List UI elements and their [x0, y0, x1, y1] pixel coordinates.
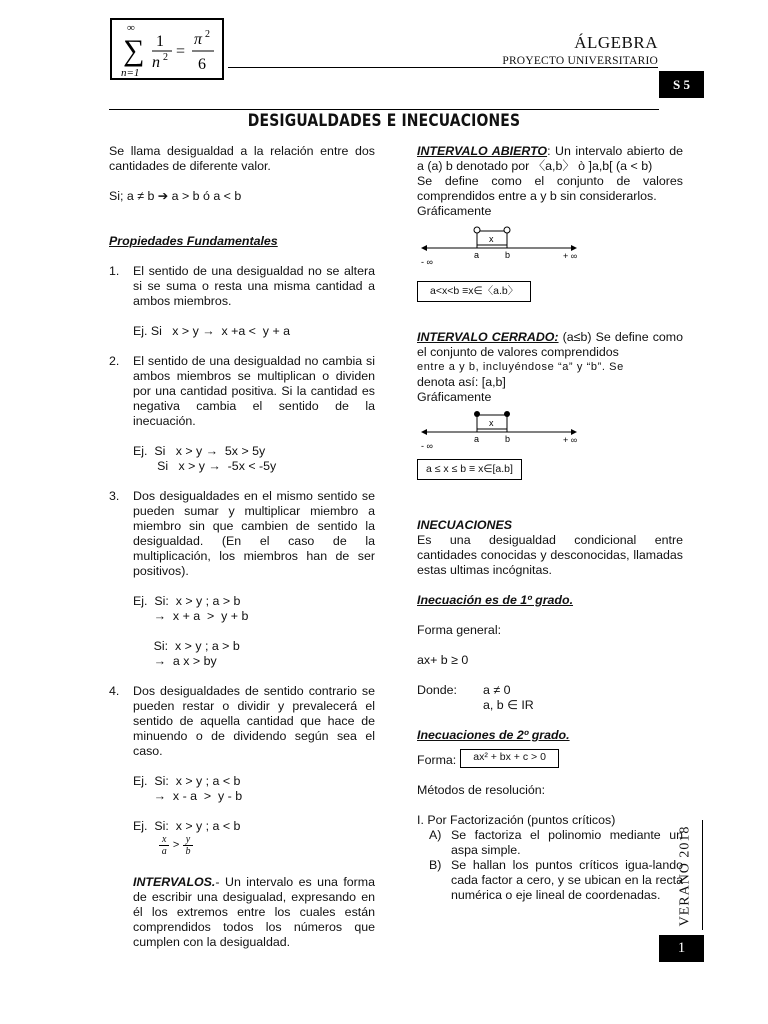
svg-text:n: n [152, 54, 160, 71]
sum-formula [112, 20, 222, 78]
method-step: A) Se factoriza el polinomio mediante un aspa simple. [429, 828, 683, 857]
svg-text:b: b [505, 250, 511, 260]
open-interval-result: a<x<b ≡x∈〈a.b〉 [417, 281, 531, 302]
svg-text:∞: ∞ [127, 22, 135, 34]
open-interval-paragraph: INTERVALO ABIERTO: Un intervalo abierto de a (a) b denotado por 〈a,b〉 ò ]a,b[ (a < b) [417, 144, 683, 173]
svg-text:a: a [474, 434, 480, 444]
fraction-example: $\frac{x}{a}$ > $\frac{y}{b}$ [109, 834, 375, 860]
donde-line: Donde: a ≠ 0 [417, 683, 511, 697]
second-degree-heading: Inecuaciones de 2º grado. [417, 728, 570, 742]
header-rule [228, 67, 658, 68]
property-item: 2. El sentido de una desigualdad no cambia si ambos miembros se multiplican o dividen por una cantidad positiva. Si la cantidad es negativa cambia el sentido de la inecuación. [109, 354, 375, 428]
example-line: → x - a > y - b [133, 789, 243, 803]
svg-text:=: = [176, 43, 186, 60]
subject-title: ÁLGEBRA [574, 33, 658, 52]
svg-text:2: 2 [205, 29, 210, 40]
property-item: 3. Dos desigualdades en el mismo sentido se pueden sumar y multiplicar miembro a miembro sin que cambien de sentido la desigualdad. (En el caso de la multiplicación, los miembros han de ser positivos). [109, 489, 375, 578]
si-line: Si; a ≠ b ➔ a > b ó a < b [109, 189, 242, 203]
props-heading: Propiedades Fundamentales [109, 234, 278, 248]
example-line: Ej. Si x > y → 5x > 5y [133, 444, 266, 458]
page-number: 1 [659, 935, 704, 962]
svg-text:a: a [474, 250, 480, 260]
example-line: Ej. Si: x > y ; a < b [133, 819, 241, 833]
property-item: 4. Dos desigualdades de sentido contrario se pueden restar o dividir y prevalecerá el sentido de aquella cantidad que hace de minuendo o de dividendo según sea el caso. [109, 684, 375, 758]
svg-text:2: 2 [163, 52, 168, 63]
example-line: Ej. Si: x > y ; a > b [133, 594, 241, 608]
formula-box [110, 18, 224, 80]
svg-text:- ∞: - ∞ [421, 257, 433, 267]
svg-text:π: π [194, 31, 203, 48]
svg-text:+ ∞: + ∞ [563, 435, 578, 445]
closed-interval-paragraph: INTERVALO CERRADO: (a≤b) Se define como el conjunto de valores comprendidos [417, 330, 683, 359]
first-degree-heading: Inecuación es de 1º grado. [417, 593, 574, 607]
svg-text:x: x [489, 418, 494, 428]
example-line: Si: x > y ; a > b [133, 639, 240, 653]
intervals-paragraph: INTERVALOS.- Un intervalo es una forma de escribir una desigualad, expresando en él los extremos entre los cuales están comprendidos todos los números que cumplen con la desigualdad. [133, 875, 375, 949]
svg-text:∑: ∑ [123, 34, 145, 67]
svg-text:b: b [505, 434, 511, 444]
project-title: PROYECTO UNIVERSITARIO [502, 55, 658, 67]
open-interval-diagram [417, 219, 683, 271]
forma-line: Forma: ax² + bx + c > 0 [417, 749, 683, 768]
right-column: INTERVALO ABIERTO: Un intervalo abierto de a (a) b denotado por 〈a,b〉 ò ]a,b[ (a < b) Se define como el conjunto de valores comprendidos entre a y b sin considerarlos. Gráficamente x a b - ∞ + ∞ a<x<b ≡x∈〈a.b〉 INTERVALO CERRADO: (a≤b) Se define como el conjunto de valores comprendidos entre a y b, incluyéndose “a” y “b”. Se denota así: [a,b] Gráficamente x a b - ∞ + ∞ a ≤ x ≤ b ≡ x∈[a.b] INECUACIONES Es una desigualdad condicional entre cantidades conocidas y desconocidas, llamadas estas ultimas incógnitas. Inecuación es de 1º grado. Forma general: ax+ b ≥ 0 Donde: a ≠ 0 a, b ∈ IR Inecuaciones de 2º grado. Forma: ax² + bx + c > 0 Métodos de resolución: I. Por Factorización (puntos críticos) A) Se factoriza el polinomio mediante un aspa simple. B) Se hallan los puntos críticos igua-lando cada factor a cero, y se ubican en la recta numérica o eje lineal de coordenadas. [417, 144, 683, 902]
property-item: 1. El sentido de una desigualdad no se altera si se suma o resta una misma cantidad a ambos miembros. [109, 264, 375, 308]
example-line: → x + a > y + b [133, 609, 249, 623]
intro-text: Se llama desigualdad a la relación entre dos cantidades de diferente valor. [109, 144, 375, 173]
verano-label: VERANO 2018 [677, 825, 693, 927]
svg-text:x: x [489, 234, 494, 244]
closed-interval-diagram [417, 405, 683, 457]
example-line: → a x > by [133, 654, 217, 668]
svg-text:6: 6 [198, 56, 206, 73]
forma-expression-box: ax² + bx + c > 0 [460, 749, 559, 768]
closed-interval-result: a ≤ x ≤ b ≡ x∈[a.b] [417, 459, 522, 480]
example-line: Si x > y → -5x < -5y [133, 459, 277, 473]
inecuaciones-heading: INECUACIONES [417, 518, 513, 532]
method-step: B) Se hallan los puntos críticos igua-lando cada factor a cero, y se ubican en la recta numérica o eje lineal de coordenadas. [429, 858, 683, 902]
example-line: Ej. Si: x > y ; a < b [133, 774, 241, 788]
title-rule [109, 109, 659, 110]
page-title: DESIGUALDADES E INECUACIONES [247, 111, 521, 131]
example-line: Ej. Si x > y → x +a < y + a [133, 324, 291, 338]
left-column [109, 144, 375, 950]
method-factorization: I. Por Factorización (puntos críticos) [417, 813, 616, 827]
svg-text:+ ∞: + ∞ [563, 251, 578, 261]
svg-text:n=1: n=1 [121, 67, 140, 78]
svg-text:- ∞: - ∞ [421, 441, 433, 451]
side-rule [702, 820, 703, 930]
section-badge: S 5 [659, 71, 704, 98]
svg-text:1: 1 [156, 33, 164, 50]
